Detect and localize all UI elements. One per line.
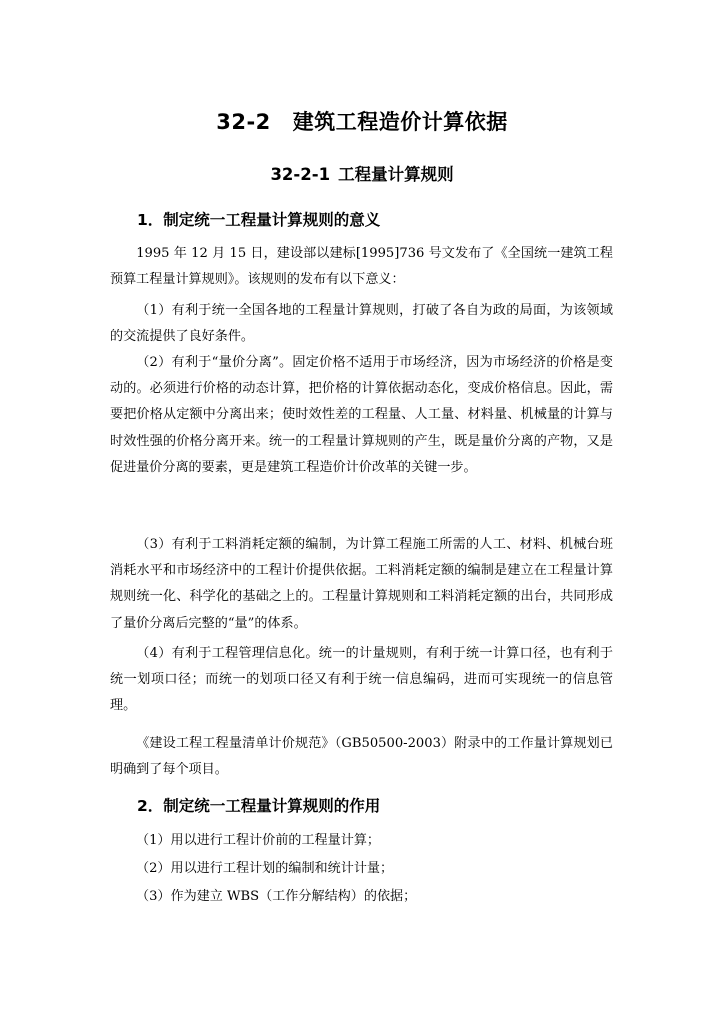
page-title: [0, 106, 724, 136]
paragraph-point-3: （3）有利于工料消耗定额的编制，为计算工程施工所需的人工、材料、机械台班消耗水平和市场经济中的工程计价提供依据。工料消耗定额的编制是建立在工程量计算规则统一化、科学化的基础之上的。工程量计算规则和工料消耗定额的出台，共同形成了量价分离后完整的“量”的体系。: [110, 537, 613, 631]
list-item-3: （3）作为建立 WBS（工作分解结构）的依据；: [136, 889, 417, 904]
list-item-2: （2）用以进行工程计划的编制和统计计量；: [136, 861, 394, 876]
paragraph-spec-note: 《建设工程工程量清单计价规范》（GB50500-2003）附录中的工作量计算规划已明确到了每个项目。: [110, 736, 613, 778]
subtitle-text: 工程量计算规则: [338, 165, 454, 184]
subtitle-number: 32-2-1: [270, 165, 331, 184]
paragraph-point-1: （1）有利于统一全国各地的工程量计算规则，打破了各自为政的局面，为该领域的交流提供了良好条件。: [110, 303, 613, 345]
list-item-1: （1）用以进行工程计价前的工程量计算；: [136, 833, 381, 848]
paragraph-intro: 1995 年 12 月 15 日，建设部以建标[1995]736 号文发布了《全国统一建筑工程预算工程量计算规则》。该规则的发布有以下意义：: [110, 246, 613, 288]
section-subtitle: [0, 161, 724, 185]
section2-heading: 2．制定统一工程量计算规则的作用: [137, 797, 381, 815]
paragraph-point-2: （2）有利于“量价分离”。固定价格不适用于市场经济，因为市场经济的价格是变动的。必须进行价格的动态计算，把价格的计算依据动态化，变成价格信息。因此，需要把价格从定额中分离出来；使时效性差的工程量、人工量、材料量、机械量的计算与时效性强的价格分离开来。统一的工程量计算规则的产生，既是量价分离的产物，又是促进量价分离的要素，更是建筑工程造价计价改革的关键一步。: [110, 355, 613, 475]
title-number: 32-2: [216, 110, 271, 134]
section1-heading: 1．制定统一工程量计算规则的意义: [137, 211, 381, 229]
title-text: 建筑工程造价计算依据: [292, 110, 508, 134]
paragraph-point-4: （4）有利于工程管理信息化。统一的计量规则，有利于统一计算口径，也有利于统一划项口径；而统一的划项口径又有利于统一信息编码，进而可实现统一的信息管理。: [110, 646, 613, 714]
